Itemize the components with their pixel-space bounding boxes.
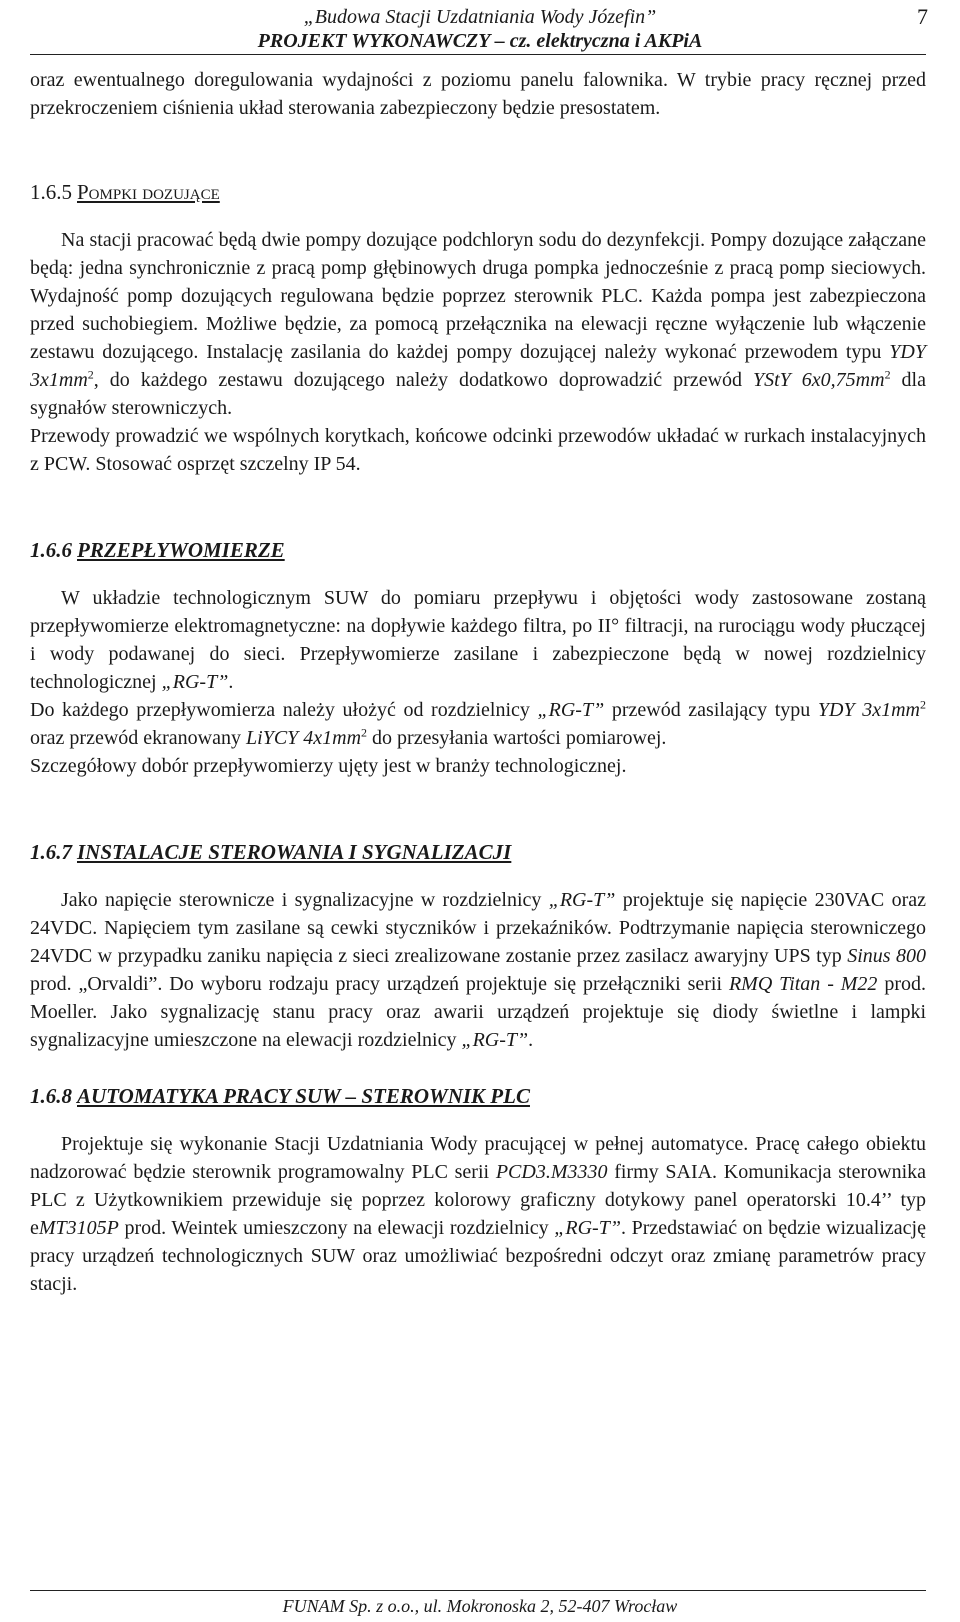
section-number: 1.6.8 — [30, 1084, 72, 1108]
section-number: 1.6.6 — [30, 538, 72, 562]
section-1-6-8-heading — [30, 1082, 926, 1110]
section-1-6-8-paragraph-1: Projektuje się wykonanie Stacji Uzdatniania Wody pracującej w pełnej automatyce. Pracę całego obiektu nadzorować będzie sterownik programowalny PLC serii PCD3.M3330 firmy SAIA. Komunikacja sterownika PLC z Użytkownikiem przewiduje się poprzez kolorowy graficzny dotykowy panel operatorski 10.4’’ typ eMT3105P prod. Weintek umieszczony na elewacji rozdzielnicy „RG-T”. Przedstawiać on będzie wizualizację pracy urządzeń technologicznych SUW oraz umożliwiać bezpośredni odczyt oraz zmianę parametrów pracy stacji. — [30, 1133, 927, 1295]
section-1-6-5-paragraph-2: Przewody prowadzić we wspólnych korytkach, końcowe odcinki przewodów układać w rurkach instalacyjnych z PCW. Stosować osprzęt szczelny IP 54. — [30, 425, 926, 475]
section-1-6-7-paragraph-1: Jako napięcie sterownicze i sygnalizacyjne w rozdzielnicy „RG-T” projektuje się napięcie 230VAC oraz 24VDC. Napięciem tym zasilane są cewki styczników i przekaźników. Podtrzymanie napięcia sterowniczego 24VDC w przypadku zaniku napięcia z sieci zrealizowane zostanie przez zasilacz awaryjny UPS typ Sinus 800 prod. „Orvaldi”. Do wyboru rodzaju pracy urządzeń projektuje się przełączniki serii RMQ Titan - M22 prod. Moeller. Jako sygnalizację stanu pracy oraz awarii urządzeń projektuje się diody świetlne i lampki sygnalizacyjne umieszczone na elewacji rozdzielnicy „RG-T”. — [30, 889, 927, 1051]
footer-text: FUNAM Sp. z o.o., ul. Mokronoska 2, 52-407 Wrocław — [282, 1596, 678, 1616]
section-1-6-6-paragraph-3: Szczegółowy dobór przepływomierzy ujęty jest w branży technologicznej. — [30, 755, 627, 777]
section-title: AUTOMATYKA PRACY SUW – STEROWNIK PLC — [77, 1084, 530, 1108]
section-1-6-7-heading — [30, 838, 926, 866]
footer-rule — [30, 1590, 926, 1591]
section-title: PRZEPŁYWOMIERZE — [77, 538, 285, 562]
section-number: 1.6.7 — [30, 840, 72, 864]
section-number: 1.6.5 — [30, 180, 72, 204]
section-title: INSTALACJE STEROWANIA I SYGNALIZACJI — [77, 840, 512, 864]
header-title-line2: PROJEKT WYKONAWCZY – cz. elektryczna i AKPiA — [257, 30, 703, 52]
header-title-line1: „Budowa Stacji Uzdatniania Wody Józefin” — [303, 6, 657, 28]
section-1-6-6-paragraph-2: Do każdego przepływomierza należy ułożyć od rozdzielnicy „RG-T” przewód zasilający typu YDY $3x1mm^2$ oraz przewód ekranowany LiYCY $4x1mm^2$ do przesyłania wartości pomiarowej. — [30, 697, 926, 749]
document-body — [30, 66, 926, 1298]
section-1-6-6-paragraph-1: W układzie technologicznym SUW do pomiaru przepływu i objętości wody zastosowane zostaną przepływomierze elektromagnetyczne: na dopływie każdego filtra, po II° filtracji, na rurociągu wody płuczącej i wody podawanej do sieci. Przepływomierze zasilane i zabezpieczone będą w nowej rozdzielnicy technologicznej „RG-T”. — [30, 587, 926, 693]
header-rule — [30, 54, 926, 55]
intro-paragraph: oraz ewentualnego doregulowania wydajności z poziomu panelu falownika. W trybie pracy ręcznej przed przekroczeniem ciśnienia układ sterowania zabezpieczony będzie presostatem. — [30, 69, 926, 119]
section-title: Pompki dozujące — [77, 180, 220, 204]
page-number: 7 — [917, 4, 928, 29]
section-1-6-6-heading — [30, 536, 926, 564]
section-1-6-5-heading — [30, 178, 926, 206]
section-1-6-5-paragraph-1: Na stacji pracować będą dwie pompy dozujące podchloryn sodu do dezynfekcji. Pompy dozujące załączane będą: jedna synchronicznie z pracą pomp głębinowych druga pompka jednocześnie z pracą pomp sieciowych. Wydajność pomp dozujących regulowana będzie poprzez sterownik PLC. Każda pompa jest zabezpieczona przed suchobiegiem. Możliwe będzie, za pomocą przełącznika na elewacji ręczne wyłączenie lub włączenie zestawu dozującego. Instalację zasilania do każdej pompy dozującej należy wykonać przewodem typu YDY $3x1mm^2$, do każdego zestawu dozującego należy dodatkowo doprowadzić przewód YStY $6x0,75mm^2$ dla sygnałów sterowniczych. — [30, 229, 926, 419]
